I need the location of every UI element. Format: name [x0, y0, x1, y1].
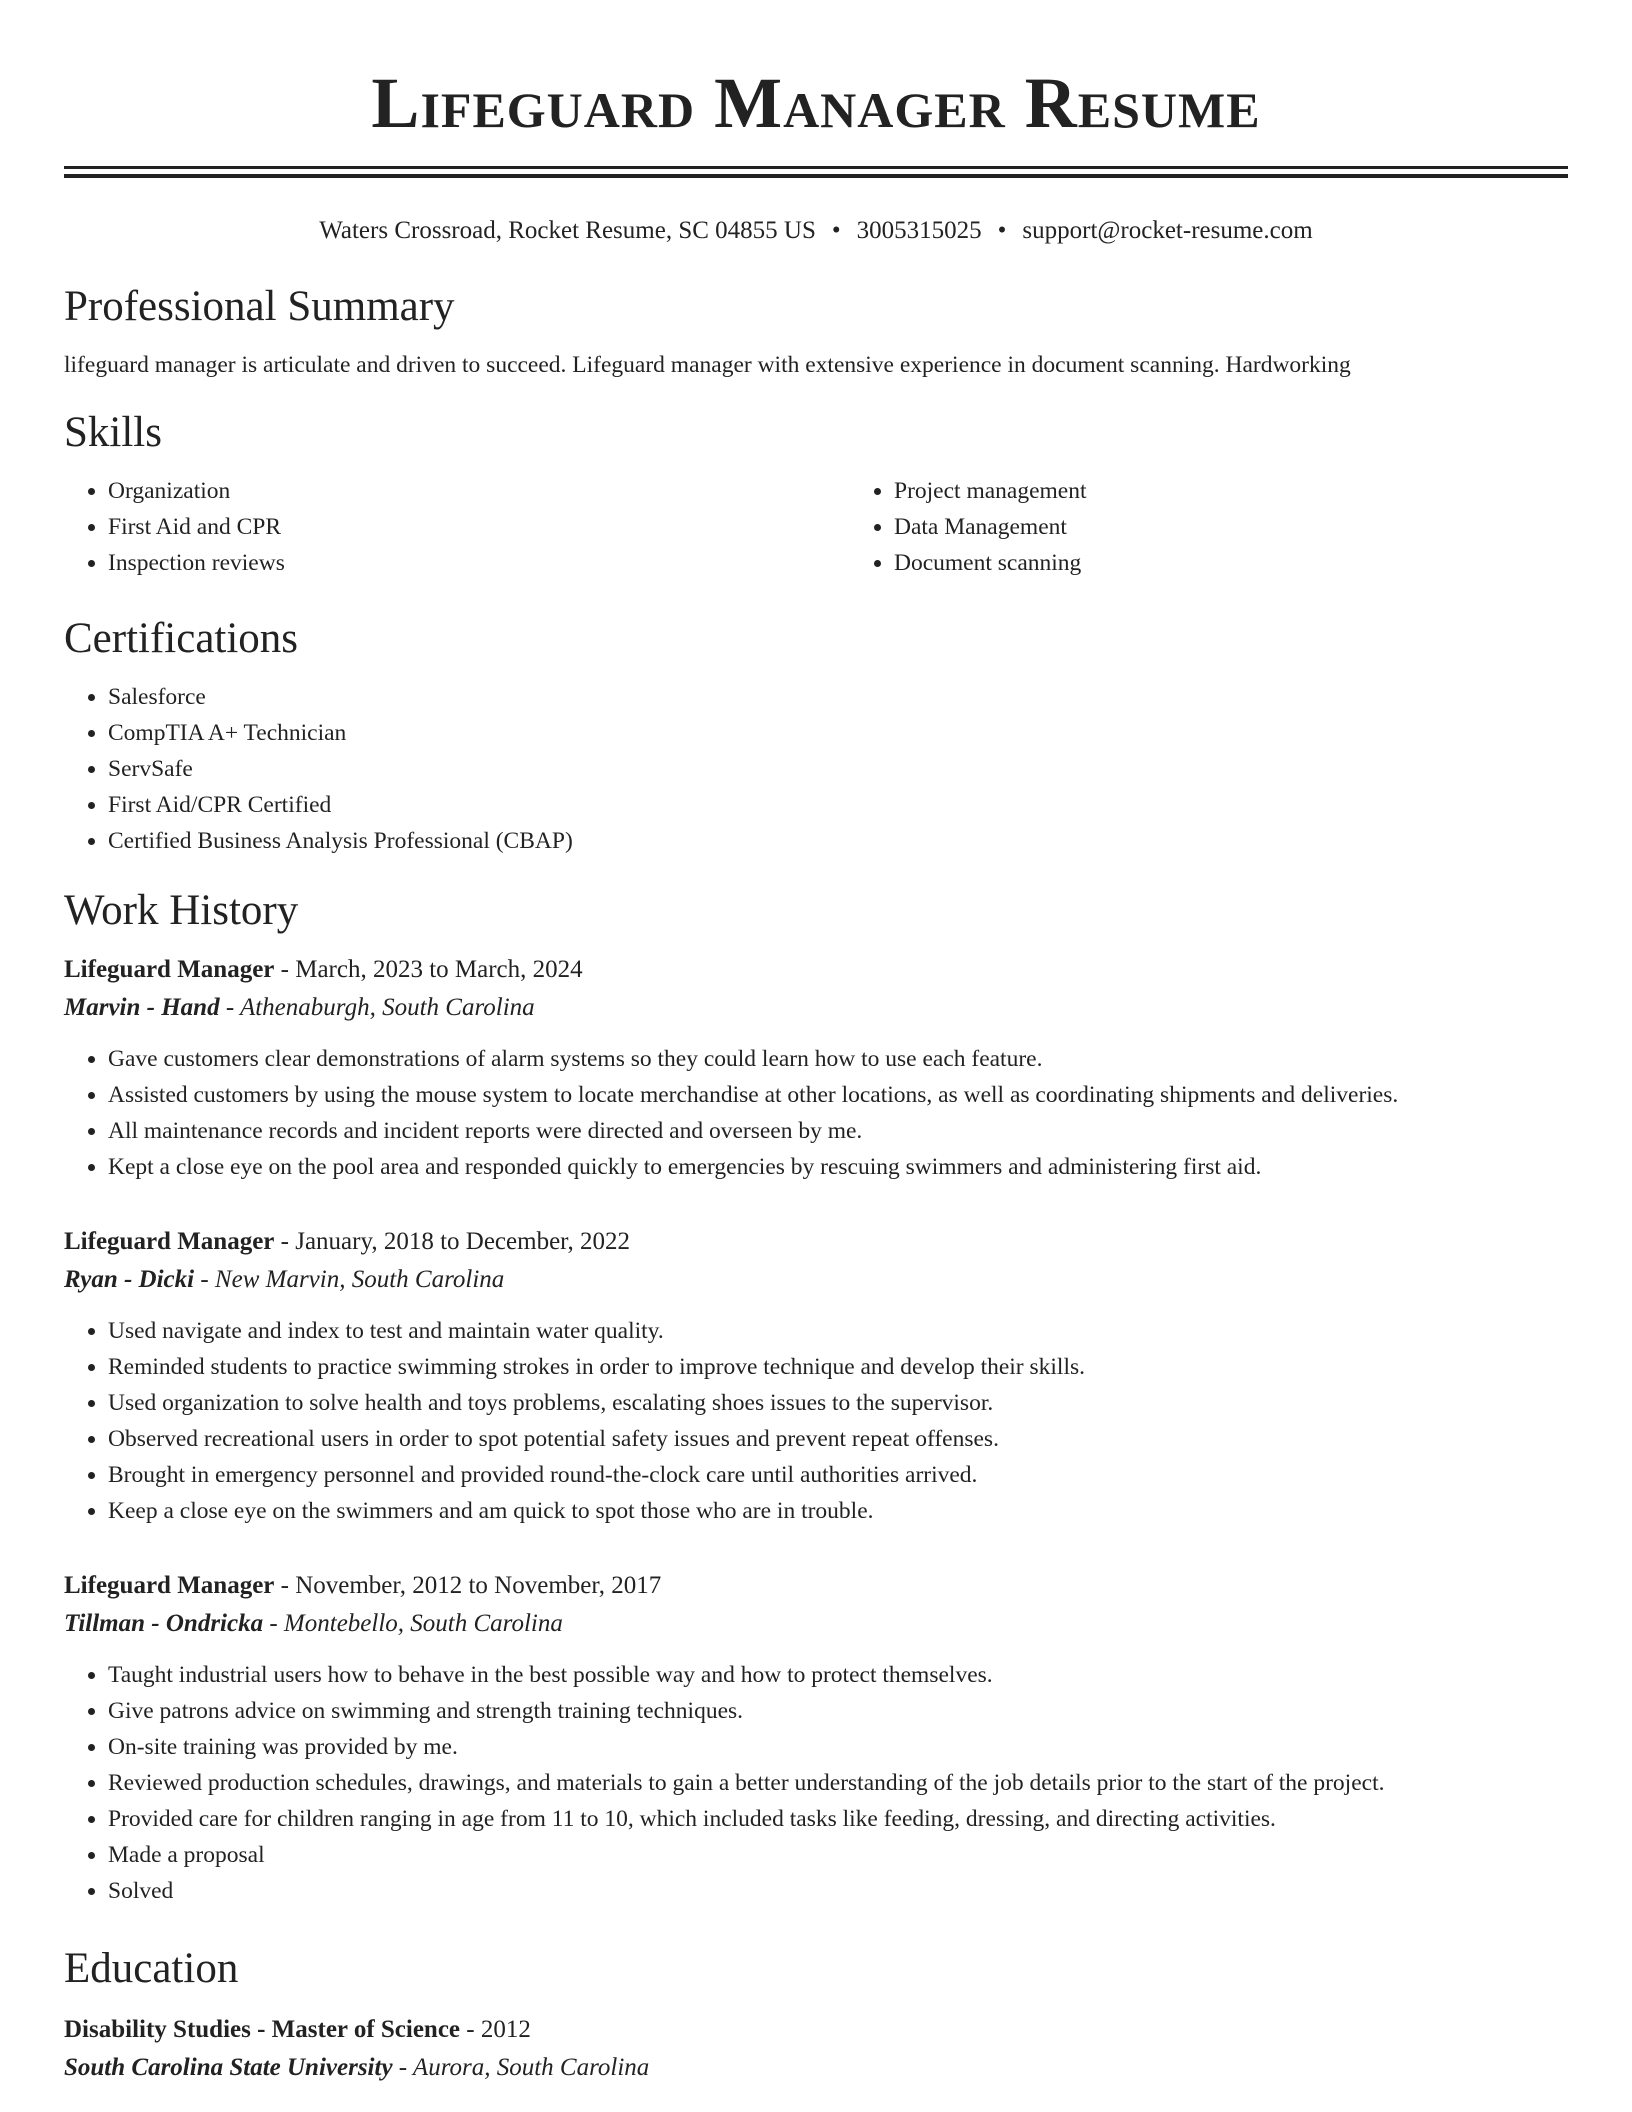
work-history-heading: Work History: [64, 887, 299, 934]
contact-phone: 3005315025: [856, 217, 982, 244]
education-section: [64, 1943, 1568, 2087]
job-bullet: • All maintenance records and incident reports were directed and overseen by me.: [108, 1113, 1568, 1149]
work-history-section: [64, 885, 1568, 1909]
skills-grid: [64, 473, 1568, 581]
job-bullet: • Keep a close eye on the swimmers and am quick to spot those who are in trouble.: [108, 1493, 1568, 1529]
certifications-section: [64, 613, 1568, 859]
education-heading: Education: [64, 1945, 239, 1992]
job-bullet: • Solved: [108, 1873, 1568, 1909]
contact-separator: •: [831, 217, 841, 244]
job-company: Tillman - Ondricka: [64, 1610, 264, 1637]
job-location: - Montebello, South Carolina: [263, 1610, 563, 1637]
skill-item: • Project management: [894, 473, 1087, 509]
job-bullets: [64, 1041, 1568, 1185]
job-dates: - January, 2018 to December, 2022: [274, 1228, 630, 1255]
skills-list-right: [850, 473, 1087, 581]
job-entry: [64, 951, 1568, 1185]
job-title: Lifeguard Manager: [64, 1572, 275, 1599]
skill-item: • Document scanning: [894, 545, 1087, 581]
title-divider: [64, 166, 1568, 178]
skill-item: • Inspection reviews: [108, 545, 850, 581]
certification-item: • Salesforce: [108, 679, 1568, 715]
job-dates: - November, 2012 to November, 2017: [274, 1572, 662, 1599]
job-bullet: • On-site training was provided by me.: [108, 1729, 1568, 1765]
job-header: [64, 1223, 1568, 1261]
resume-title: Lifeguard Manager Resume: [371, 63, 1261, 143]
job-header: [64, 951, 1568, 989]
education-school-line: [64, 2049, 1568, 2087]
job-company: Marvin - Hand: [64, 994, 220, 1021]
skill-item: • First Aid and CPR: [108, 509, 850, 545]
summary-section: [64, 281, 1568, 381]
certification-item: • Certified Business Analysis Professional (CBAP): [108, 823, 1568, 859]
job-title: Lifeguard Manager: [64, 956, 275, 983]
certification-item: • First Aid/CPR Certified: [108, 787, 1568, 823]
education-location: - Aurora, South Carolina: [392, 2054, 650, 2081]
job-employer: [64, 1261, 1568, 1299]
job-bullet: • Used navigate and index to test and maintain water quality.: [108, 1313, 1568, 1349]
job-entry: [64, 1223, 1568, 1529]
certification-item: • ServSafe: [108, 751, 1568, 787]
summary-heading: Professional Summary: [64, 283, 455, 330]
skill-item: • Data Management: [894, 509, 1087, 545]
certifications-heading: Certifications: [64, 615, 299, 662]
education-header: [64, 2011, 1568, 2049]
certifications-list: [64, 679, 1568, 859]
summary-text: lifeguard manager is articulate and driven to succeed. Lifeguard manager with extensive experience in document scanning. Hardworking: [64, 352, 1351, 378]
job-bullets: [64, 1313, 1568, 1529]
contact-line: [64, 215, 1568, 247]
job-bullets: [64, 1657, 1568, 1909]
skill-item: • Organization: [108, 473, 850, 509]
job-entry: [64, 1567, 1568, 1909]
education-year: - 2012: [460, 2016, 531, 2043]
job-bullet: • Provided care for children ranging in age from 11 to 10, which included tasks like feeding, dressing, and directing activities.: [108, 1801, 1568, 1837]
job-bullet: • Used organization to solve health and toys problems, escalating shoes issues to the supervisor.: [108, 1385, 1568, 1421]
job-location: - New Marvin, South Carolina: [194, 1266, 505, 1293]
job-bullet: • Brought in emergency personnel and provided round-the-clock care until authorities arrived.: [108, 1457, 1568, 1493]
job-bullet: • Reviewed production schedules, drawings, and materials to gain a better understanding of the job details prior to the start of the project.: [108, 1765, 1568, 1801]
contact-address: Waters Crossroad, Rocket Resume, SC 04855 US: [319, 217, 816, 244]
job-bullet: • Gave customers clear demonstrations of alarm systems so they could learn how to use each feature.: [108, 1041, 1568, 1077]
job-bullet: • Reminded students to practice swimming strokes in order to improve technique and develop their skills.: [108, 1349, 1568, 1385]
job-dates: - March, 2023 to March, 2024: [274, 956, 583, 983]
job-employer: [64, 989, 1568, 1027]
job-bullet: • Observed recreational users in order to spot potential safety issues and prevent repeat offenses.: [108, 1421, 1568, 1457]
contact-email: support@rocket-resume.com: [1022, 217, 1313, 244]
job-company: Ryan - Dicki: [64, 1266, 195, 1293]
job-bullet: • Assisted customers by using the mouse system to locate merchandise at other locations, as well as coordinating shipments and deliveries.: [108, 1077, 1568, 1113]
certification-item: • CompTIA A+ Technician: [108, 715, 1568, 751]
skills-list-left: [64, 473, 850, 581]
skills-section: [64, 407, 1568, 581]
job-bullet: • Give patrons advice on swimming and strength training techniques.: [108, 1693, 1568, 1729]
job-bullet: • Taught industrial users how to behave in the best possible way and how to protect themselves.: [108, 1657, 1568, 1693]
education-degree: Disability Studies - Master of Science: [64, 2016, 461, 2043]
education-entry: [64, 2011, 1568, 2087]
job-title: Lifeguard Manager: [64, 1228, 275, 1255]
job-location: - Athenaburgh, South Carolina: [219, 994, 535, 1021]
job-bullet: • Kept a close eye on the pool area and responded quickly to emergencies by rescuing swimmers and administering first aid.: [108, 1149, 1568, 1185]
job-bullet: • Made a proposal: [108, 1837, 1568, 1873]
contact-separator: •: [997, 217, 1007, 244]
job-header: [64, 1567, 1568, 1605]
skills-heading: Skills: [64, 409, 162, 456]
job-employer: [64, 1605, 1568, 1643]
education-school: South Carolina State University: [64, 2054, 393, 2081]
